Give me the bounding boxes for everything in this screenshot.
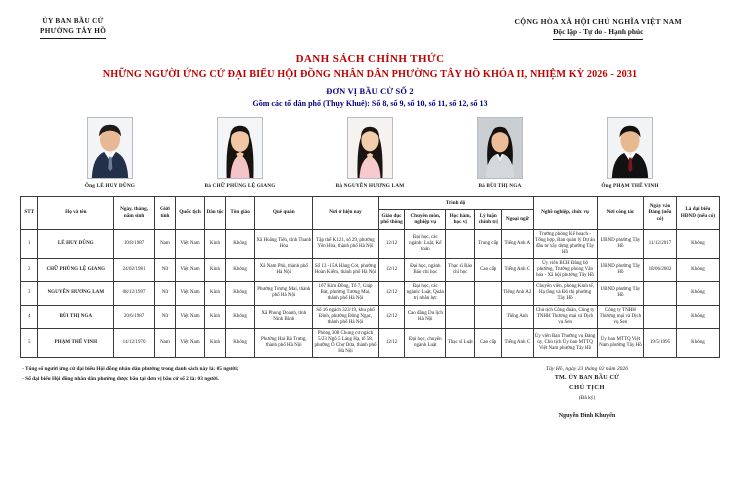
signature-role: CHỦ TỊCH: [568, 383, 606, 391]
candidate-portrait: [87, 117, 133, 179]
cell-party-date: [644, 282, 677, 305]
cell-edu-major: Đại học, các ngành: Luật, Quản trị nhân lực: [405, 282, 446, 305]
candidate-photo-cell: [328, 117, 412, 189]
cell-hometown: Xã Hoằng Tiến, tỉnh Thanh Hóa: [255, 229, 313, 258]
cell-party-date: 19/5/1995: [644, 328, 677, 357]
cell-nationality: Việt Nam: [175, 328, 204, 357]
candidate-photo-cell: [198, 117, 282, 189]
cell-occupation: Ủy viên Ban Thường vụ Đảng ủy, Chủ tịch Ủy ban MTTQ Việt Nam phường Tây Hồ: [533, 328, 597, 357]
candidates-table-wrap: [18, 196, 722, 359]
cell-dob: 08/12/1997: [114, 282, 155, 305]
candidate-portrait: [607, 117, 653, 179]
issuing-authority-line2: PHƯỜNG TÂY HỒ: [40, 26, 106, 38]
issuing-authority: [40, 16, 106, 39]
footer-notes: [22, 365, 239, 384]
cell-edu-major: Đại học, chuyên ngành Luật: [405, 328, 446, 357]
issuing-authority-line1: ỦY BAN BẦU CỬ: [42, 17, 104, 25]
electoral-unit: ĐƠN VỊ BẦU CỬ SỐ 2: [326, 86, 414, 96]
cell-religion: Không: [226, 305, 255, 328]
cell-party-date: 18/06/2002: [644, 258, 677, 281]
footer-note-total: - Tổng số người ứng cử đại biểu Hội đồng nhân dân phường trong danh sách này là: 05 người;: [22, 366, 239, 373]
candidates-table: [20, 196, 720, 359]
cell-name: PHẠM THẾ VINH: [38, 328, 114, 357]
electoral-groups: Gồm các tổ dân phố (Thụy Khuê): Số 8, số 9, số 10, số 11, số 12, số 13: [252, 98, 488, 108]
candidate-portrait: [347, 117, 393, 179]
col-edu-language: Ngoại ngữ: [502, 209, 533, 229]
footer-note-seats: - Số đại biểu Hội đồng nhân dân phường được bầu tại đơn vị bầu cử số 2 là: 03 người.: [22, 375, 219, 382]
cell-religion: Không: [226, 282, 255, 305]
cell-occupation: Ủy viên BCH Đảng bộ phường, Trưởng phòng Văn hóa - Xã hội phường Tây Hồ: [533, 258, 597, 281]
table-row: [21, 282, 720, 305]
cell-ethnicity: Kinh: [205, 258, 226, 281]
cell-ethnicity: Kinh: [205, 328, 226, 357]
cell-name: LÊ HUY DŨNG: [38, 229, 114, 258]
cell-occupation: Chuyên viên, phòng Kinh tế, Hạ tầng và Đô thị phường Tây Hồ: [533, 282, 597, 305]
cell-is-hdnd: Không: [676, 305, 719, 328]
cell-edu-academic: [446, 229, 475, 258]
col-workplace: Nơi công tác: [597, 196, 644, 229]
cell-sex: Nữ: [154, 305, 175, 328]
cell-religion: Không: [226, 328, 255, 357]
cell-name: BÙI THỊ NGA: [38, 305, 114, 328]
cell-edu-general: 12/12: [378, 328, 405, 357]
signatory-name: Nguyễn Đình Khuyến: [558, 413, 616, 420]
table-row: [21, 305, 720, 328]
cell-hometown: Xã Nam Phù, thành phố Hà Nội: [255, 258, 313, 281]
cell-edu-academic: Thạc sĩ Luật: [446, 328, 475, 357]
col-edu-academic: Học hàm, học vị: [446, 209, 475, 229]
cell-edu-academic: Thạc sĩ Báo chí học: [446, 258, 475, 281]
cell-edu-language: Tiếng Anh A: [502, 229, 533, 258]
cell-edu-major: Đại học, ngành Báo chí học: [405, 258, 446, 281]
candidate-photo-name: Ông PHẠM THẾ VINH: [601, 182, 659, 189]
cell-name: NGUYỄN HƯƠNG LAM: [38, 282, 114, 305]
cell-hometown: Xã Phong Doanh, tỉnh Ninh Bình: [255, 305, 313, 328]
col-edu-general: Giáo dục phổ thông: [378, 209, 405, 229]
cell-edu-political: Trung cấp: [475, 229, 502, 258]
col-party-date: Ngày vào Đảng (nếu có): [644, 196, 677, 229]
cell-edu-language: Tiếng Anh A2: [502, 282, 533, 305]
cell-edu-political: [475, 282, 502, 305]
candidate-photo-strip: [18, 117, 722, 189]
cell-stt: 1: [21, 229, 38, 258]
cell-edu-language: Tiếng Anh C: [502, 328, 533, 357]
cell-religion: Không: [226, 229, 255, 258]
cell-occupation: Chủ tịch Công đoàn, Công ty TNHH Thương mại và Dịch vụ Sen: [533, 305, 597, 328]
cell-stt: 5: [21, 328, 38, 357]
col-occupation: Nghề nghiệp, chức vụ: [533, 196, 597, 229]
cell-nationality: Việt Nam: [175, 229, 204, 258]
col-hometown: Quê quán: [255, 196, 313, 229]
national-motto: Độc lập - Tự do - Hạnh phúc: [553, 27, 643, 40]
document-header: [18, 12, 722, 40]
cell-residence: Số 16 ngách 323/19, khu phố Đình, phường Đông Ngạc, thành phố Hà Nội: [313, 305, 378, 328]
table-row: [21, 328, 720, 357]
cell-dob: 10/8/1987: [114, 229, 155, 258]
signature-place-date: Tây Hồ, ngày 23 tháng 02 năm 2026: [545, 366, 629, 373]
col-sex: Giới tính: [154, 196, 175, 229]
col-nationality: Quốc tịch: [175, 196, 204, 229]
candidate-photo-cell: [458, 117, 542, 189]
cell-ethnicity: Kinh: [205, 282, 226, 305]
national-name: CỘNG HÒA XÃ HỘI CHỦ NGHĨA VIỆT NAM: [514, 17, 682, 26]
signature-signed-note: (Đã ký): [578, 395, 596, 402]
candidate-portrait: [217, 117, 263, 179]
cell-edu-language: Tiếng Anh: [502, 305, 533, 328]
cell-edu-general: 12/12: [378, 305, 405, 328]
cell-nationality: Việt Nam: [175, 305, 204, 328]
cell-workplace: Công ty TNHH Thương mại và Dịch vụ Sen: [597, 305, 644, 328]
cell-edu-general: 12/12: [378, 229, 405, 258]
cell-edu-general: 12/12: [378, 258, 405, 281]
col-name: Họ và tên: [38, 196, 114, 229]
cell-residence: Tập thể K121, số 29, phường Yên Hòa, thành phố Hà Nội: [313, 229, 378, 258]
table-row: [21, 258, 720, 281]
page-subtitle: NHỮNG NGƯỜI ỨNG CỬ ĐẠI BIỂU HỘI ĐỒNG NHÂN DÂN PHƯỜNG TÂY HỒ KHÓA II, NHIỆM KỲ 2026 - 2031: [102, 69, 638, 81]
candidate-photo-cell: [68, 117, 152, 189]
cell-edu-major: Cao đẳng Du lịch Hà Nội: [405, 305, 446, 328]
col-education-group: Trình độ: [378, 196, 533, 209]
cell-nationality: Việt Nam: [175, 282, 204, 305]
cell-workplace: UBND phường Tây Hồ: [597, 229, 644, 258]
col-edu-major: Chuyên môn, nghiệp vụ: [405, 209, 446, 229]
col-religion: Tôn giáo: [226, 196, 255, 229]
document-titles: [18, 51, 722, 108]
cell-workplace: UBND phường Tây Hồ: [597, 258, 644, 281]
cell-dob: 14/12/1970: [114, 328, 155, 357]
cell-hometown: Phường Hai Bà Trưng, thành phố Hà Nội: [255, 328, 313, 357]
candidate-portrait: [477, 117, 523, 179]
col-stt: STT: [21, 196, 38, 229]
cell-nationality: Việt Nam: [175, 258, 204, 281]
cell-is-hdnd: Không: [676, 282, 719, 305]
signature-block: [482, 365, 692, 421]
national-heading: [514, 16, 710, 40]
cell-sex: Nữ: [154, 258, 175, 281]
col-is-hdnd: Là đại biểu HĐND (nếu có): [676, 196, 719, 229]
signature-organization: TM. ỦY BAN BẦU CỬ: [554, 374, 620, 381]
cell-edu-major: Đại học, các ngành: Luật, Kế toán: [405, 229, 446, 258]
cell-hometown: Phường Tương Mai, thành phố Hà Nội: [255, 282, 313, 305]
cell-party-date: [644, 305, 677, 328]
cell-workplace: Ủy ban MTTQ Việt Nam phường Tây Hồ: [597, 328, 644, 357]
col-dob: Ngày, tháng, năm sinh: [114, 196, 155, 229]
cell-party-date: 11/12/2017: [644, 229, 677, 258]
page-title: DANH SÁCH CHÍNH THỨC: [295, 52, 445, 65]
cell-workplace: UBND phường Tây Hồ: [597, 282, 644, 305]
cell-sex: Nam: [154, 328, 175, 357]
cell-edu-political: Cao cấp: [475, 258, 502, 281]
cell-is-hdnd: Không: [676, 258, 719, 281]
cell-edu-political: [475, 305, 502, 328]
cell-edu-language: Tiếng Anh C: [502, 258, 533, 281]
col-residence: Nơi ở hiện nay: [313, 196, 378, 229]
cell-edu-general: 12/12: [378, 282, 405, 305]
cell-residence: 107 Kim Đồng, Tổ 7, Giáp Bát, phường Tương Mai, thành phố Hà Nội: [313, 282, 378, 305]
cell-edu-political: Cao cấp: [475, 328, 502, 357]
cell-stt: 3: [21, 282, 38, 305]
document-footer: [18, 365, 722, 421]
cell-sex: Nữ: [154, 282, 175, 305]
col-edu-political: Lý luận chính trị: [475, 209, 502, 229]
cell-ethnicity: Kinh: [205, 229, 226, 258]
cell-residence: Phòng 308 Chung cư ngách 5/23 Ngõ 5 Láng Hạ, tổ 58, phường Ô Chợ Dừa, thành phố Hà Nội: [313, 328, 378, 357]
candidate-photo-name: Ông LÊ HUY DŨNG: [84, 182, 136, 189]
cell-name: CHỮ PHÙNG LỆ GIANG: [38, 258, 114, 281]
cell-sex: Nam: [154, 229, 175, 258]
cell-residence: Số 13 -15A Hàng Cót, phường Hoàn Kiếm, thành phố Hà Nội: [313, 258, 378, 281]
cell-stt: 4: [21, 305, 38, 328]
candidate-photo-name: Bà NGUYỄN HƯƠNG LAM: [335, 182, 405, 189]
candidate-photo-name: Bà BÙI THỊ NGA: [478, 182, 522, 189]
candidates-table-body: [21, 229, 720, 358]
cell-dob: 20/6/1987: [114, 305, 155, 328]
cell-is-hdnd: Không: [676, 229, 719, 258]
candidate-photo-name: Bà CHỮ PHÙNG LỆ GIANG: [204, 182, 276, 189]
cell-occupation: Trưởng phòng Kế hoạch - Tổng hợp, Ban quản lý Dự án đầu tư xây dựng phường Tây Hồ: [533, 229, 597, 258]
table-row: [21, 229, 720, 258]
cell-ethnicity: Kinh: [205, 305, 226, 328]
cell-is-hdnd: Không: [676, 328, 719, 357]
cell-edu-academic: [446, 282, 475, 305]
col-ethnicity: Dân tộc: [205, 196, 226, 229]
candidate-photo-cell: [588, 117, 672, 189]
table-header-row-1: [21, 196, 720, 209]
cell-stt: 2: [21, 258, 38, 281]
cell-edu-academic: [446, 305, 475, 328]
cell-dob: 24/02/1981: [114, 258, 155, 281]
cell-religion: Không: [226, 258, 255, 281]
